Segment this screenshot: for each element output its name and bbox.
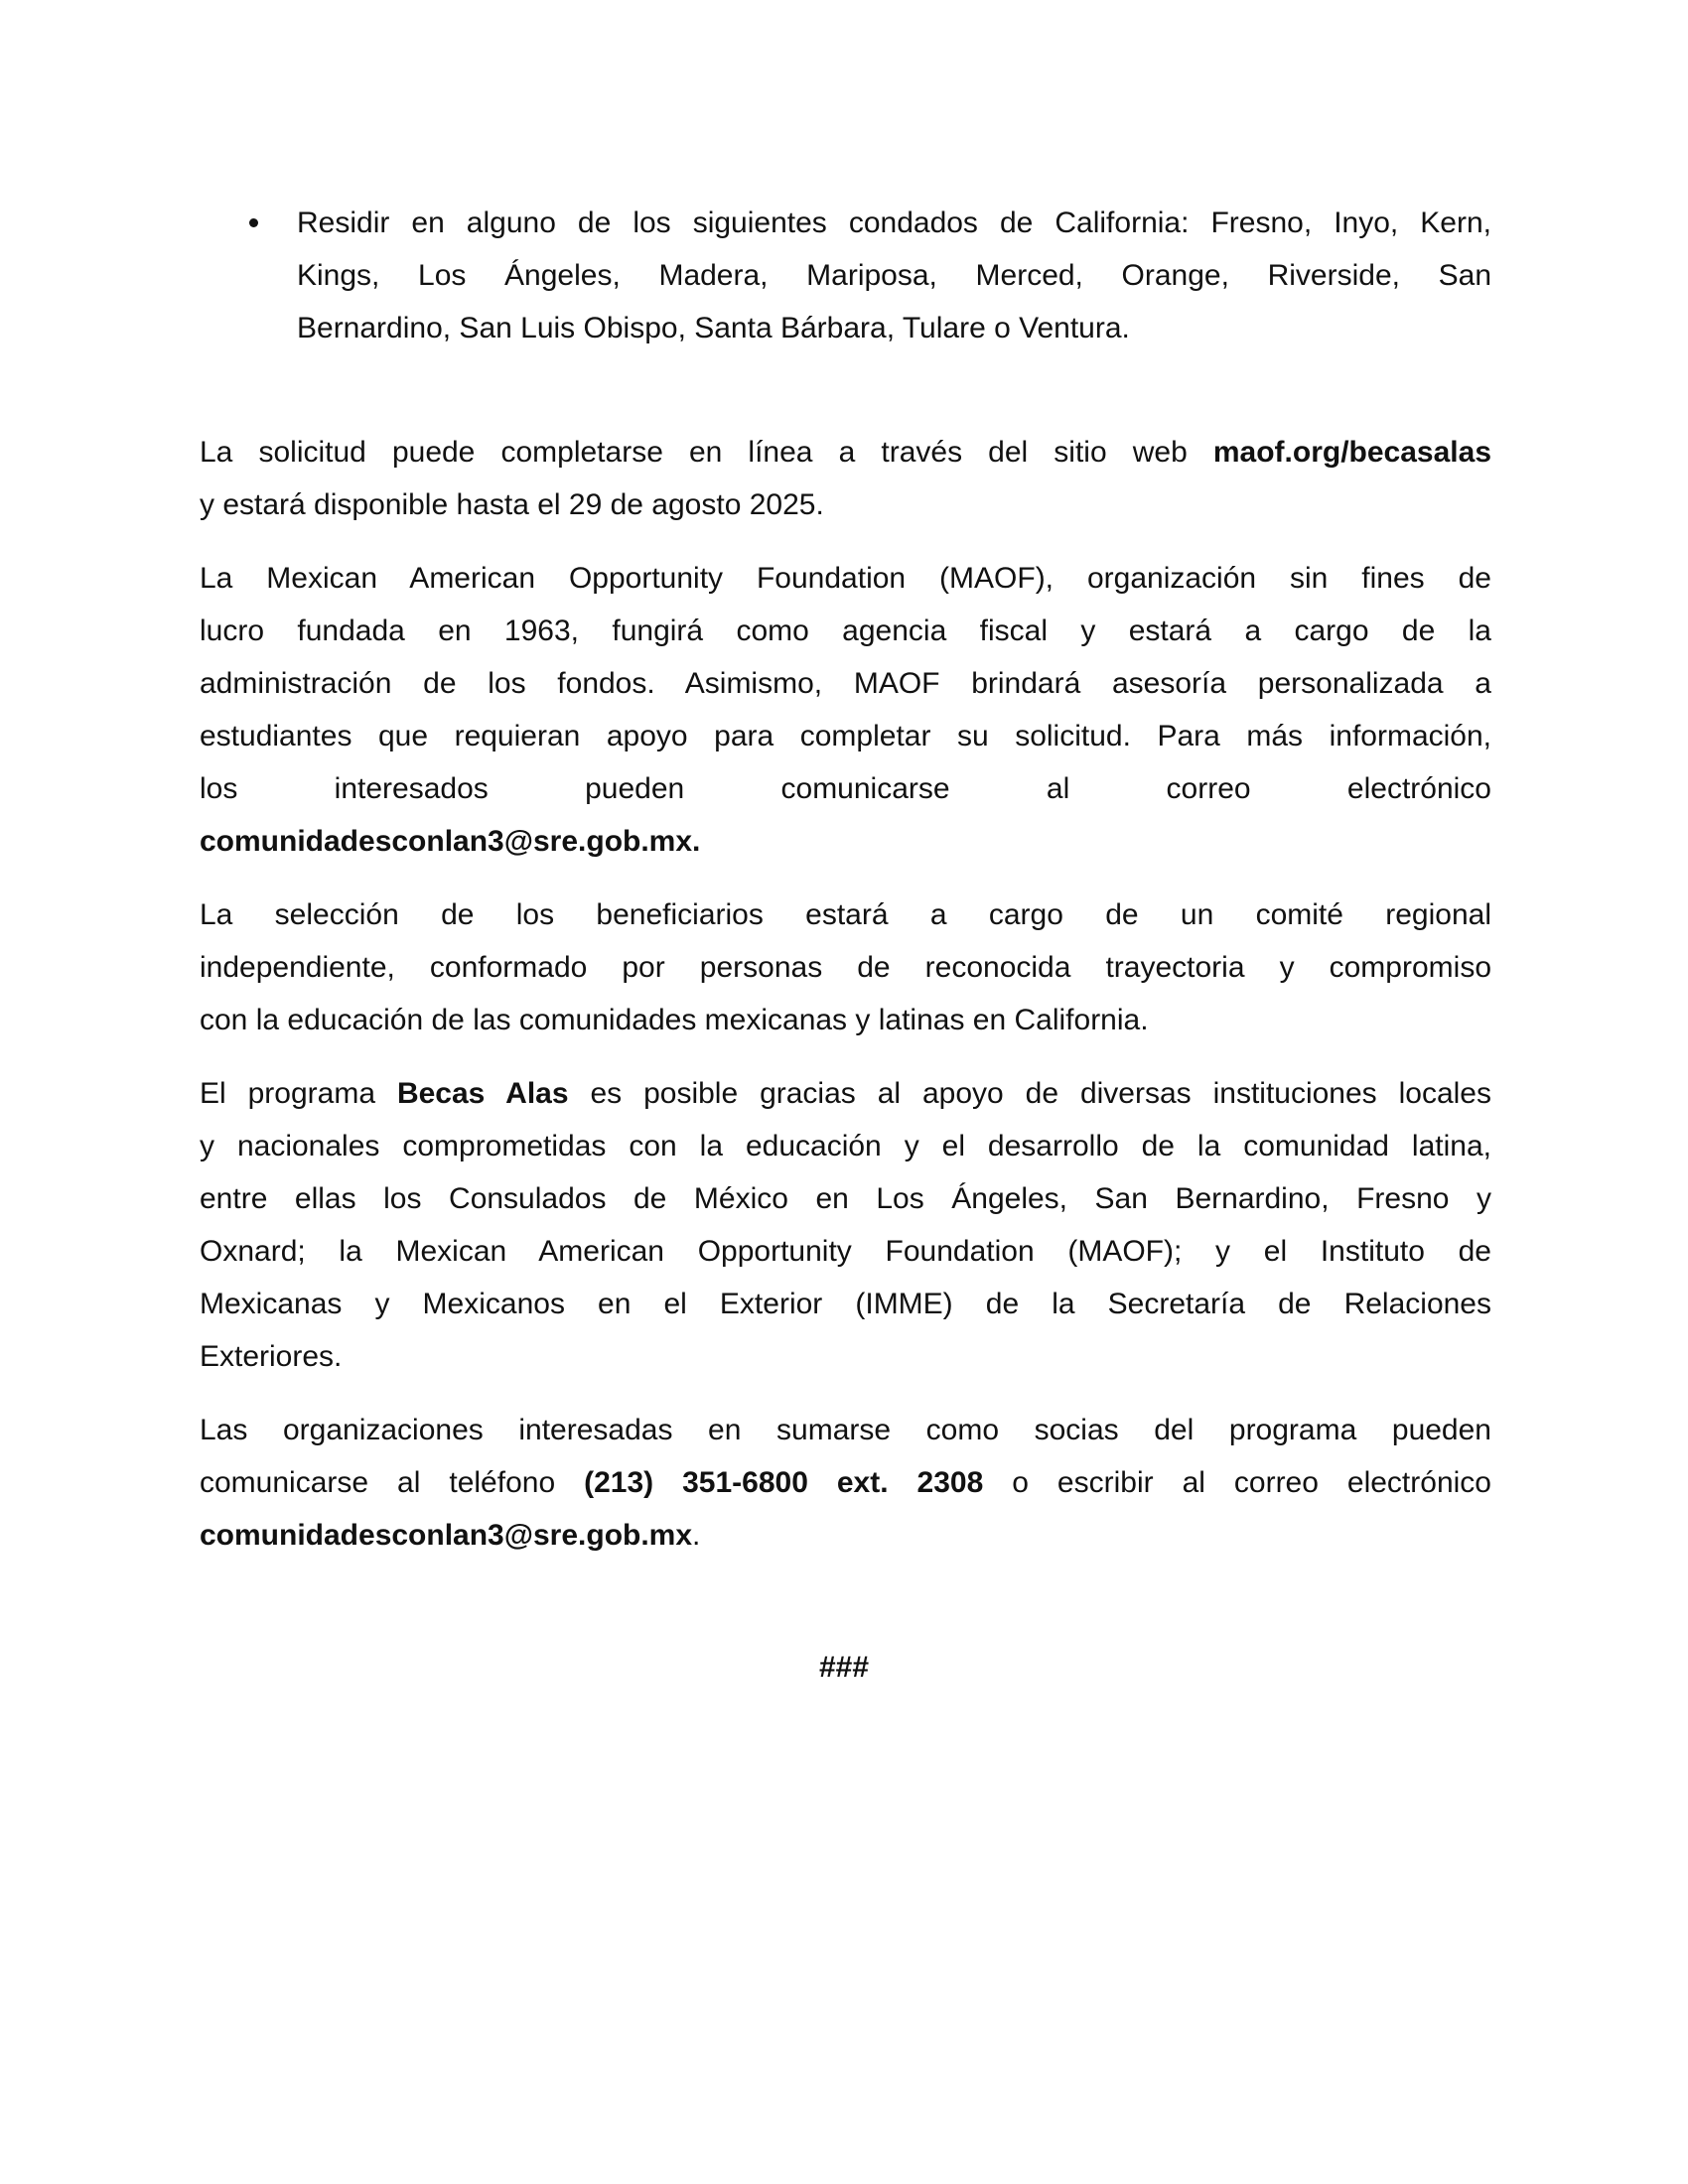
text-segment: y nacionales comprometidas con la educación y el desarrollo de la comunidad latina,: [200, 1130, 1491, 1162]
text-segment: El programa: [200, 1077, 397, 1110]
text-segment: con la educación de las comunidades mexicanas y latinas en California.: [200, 1004, 1149, 1036]
text-line: [200, 888, 1491, 941]
text-segment: comunicarse al teléfono: [200, 1466, 585, 1499]
text-line: [200, 994, 1491, 1046]
bold-text: maof.org/becasalas: [1212, 436, 1491, 469]
text-line: [200, 815, 1491, 868]
text-segment: Mexicanas y Mexicanos en el Exterior (IMME) de la Secretaría de Relaciones: [200, 1288, 1491, 1320]
text-line: [297, 302, 1491, 354]
text-line: [200, 478, 1491, 531]
bold-text: Becas Alas: [396, 1077, 569, 1110]
bold-text: comunidadesconlan3@sre.gob.mx.: [200, 825, 701, 858]
text-line: [297, 197, 1491, 249]
text-segment: entre ellas los Consulados de México en Los Ángeles, San Bernardino, Fresno y: [200, 1182, 1491, 1215]
paragraphs: [200, 426, 1491, 1562]
text-segment: La selección de los beneficiarios estará a cargo de un comité regional: [200, 898, 1491, 931]
text-line: [200, 1120, 1491, 1172]
text-segment: estudiantes que requieran apoyo para completar su solicitud. Para más información,: [200, 720, 1491, 752]
text-line: [200, 1278, 1491, 1330]
bold-text: comunidadesconlan3@sre.gob.mx: [200, 1519, 693, 1552]
text-segment: .: [692, 1519, 701, 1552]
text-line: [200, 1330, 1491, 1383]
text-segment: administración de los fondos. Asimismo, MAOF brindará asesoría personalizada a: [200, 667, 1491, 700]
text-line: [200, 426, 1491, 478]
text-segment: La Mexican American Opportunity Foundation (MAOF), organización sin fines de: [200, 562, 1491, 595]
text-segment: Exteriores.: [200, 1340, 343, 1373]
text-segment: lucro fundada en 1963, fungirá como agencia fiscal y estará a cargo de la: [200, 614, 1491, 647]
text-segment: independiente, conformado por personas de reconocida trayectoria y compromiso: [200, 951, 1491, 984]
text-line: [200, 710, 1491, 762]
text-segment: los interesados pueden comunicarse al correo electrónico: [200, 772, 1491, 805]
end-mark: ###: [818, 1651, 870, 1684]
text-segment: Las organizaciones interesadas en sumarse como socias del programa pueden: [200, 1414, 1491, 1446]
text-segment: o escribir al correo electrónico: [983, 1466, 1491, 1499]
text-segment: es posible gracias al apoyo de diversas instituciones locales: [568, 1077, 1491, 1110]
text-line: [200, 1225, 1491, 1278]
text-segment: La solicitud puede completarse en línea a través del sitio web: [200, 436, 1213, 469]
paragraph: [200, 1067, 1491, 1383]
text-segment: Kings, Los Ángeles, Madera, Mariposa, Merced, Orange, Riverside, San: [297, 259, 1491, 292]
text-line: [200, 1456, 1491, 1509]
paragraph: [200, 1404, 1491, 1562]
bold-text: (213) 351-6800 ext. 2308: [584, 1466, 984, 1499]
text-line: [200, 941, 1491, 994]
paragraph: [200, 426, 1491, 531]
text-line: [200, 1172, 1491, 1225]
bullet-icon: [249, 218, 258, 227]
document-body: [200, 197, 1491, 1582]
text-line: [200, 552, 1491, 605]
paragraph: [200, 552, 1491, 868]
bullet-list-item: [200, 197, 1491, 354]
text-segment: Bernardino, San Luis Obispo, Santa Bárbara, Tulare o Ventura.: [297, 312, 1130, 344]
text-line: [200, 1509, 1491, 1562]
text-line: [200, 1067, 1491, 1120]
text-line: [297, 249, 1491, 302]
text-line: [200, 762, 1491, 815]
text-segment: Oxnard; la Mexican American Opportunity Foundation (MAOF); y el Instituto de: [200, 1235, 1491, 1268]
paragraph: [200, 888, 1491, 1046]
text-segment: y estará disponible hasta el 29 de agosto 2025.: [200, 488, 824, 521]
text-segment: Residir en alguno de los siguientes condados de California: Fresno, Inyo, Kern,: [297, 206, 1491, 239]
text-line: [200, 605, 1491, 657]
text-line: [200, 1404, 1491, 1456]
text-line: [200, 657, 1491, 710]
